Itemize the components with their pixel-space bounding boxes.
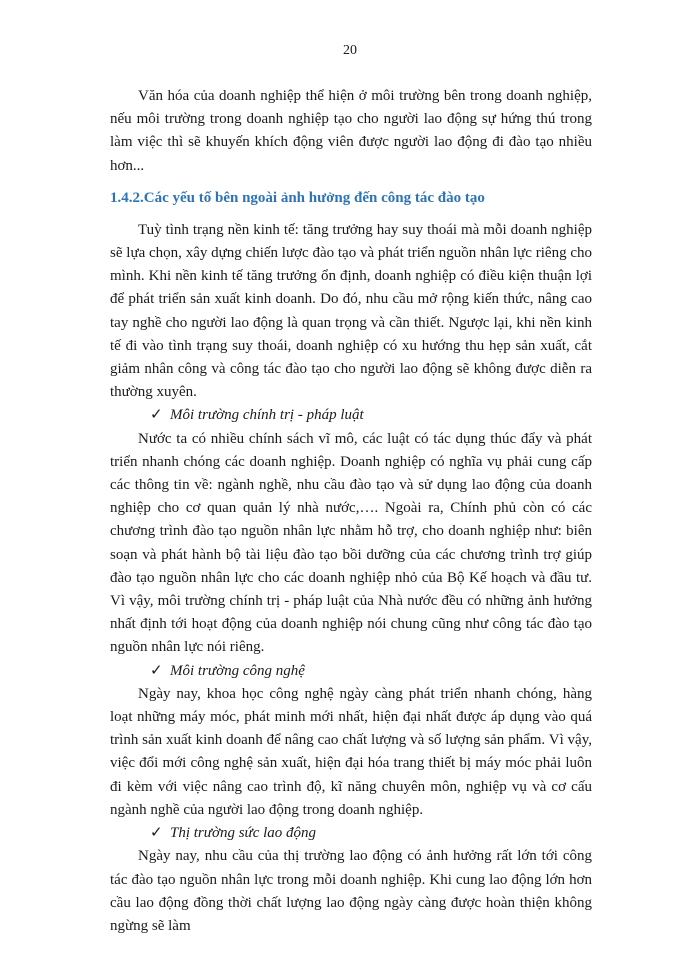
section-heading: 1.4.2.Các yếu tố bên ngoài ảnh hưởng đến công tác đào tạo — [110, 189, 485, 206]
document-body — [110, 85, 592, 938]
intro-paragraph: Văn hóa của doanh nghiệp thể hiện ở môi trường bên trong doanh nghiệp, nếu môi trường trong doanh nghiệp tạo cho người lao động sự hứng thú trong làm việc thì sẽ khuyến khích động viên được người lao động đi đào tạo nhiều hơn... — [110, 88, 592, 174]
labor-market-paragraph: Ngày nay, nhu cầu của thị trường lao động có ảnh hưởng rất lớn tới công tác đào tạo nguồn nhân lực trong mỗi doanh nghiệp. Khi cung lao động lớn hơn cầu lao động đồng thời chất lượng lao động ngày càng được hoàn thiện không ngừng sẽ làm — [110, 848, 592, 934]
checkmark-icon: ✓ — [150, 662, 163, 679]
subsection-title-labor-market — [110, 822, 592, 845]
subsection-title-text: Môi trường công nghệ — [170, 662, 305, 679]
technology-paragraph: Ngày nay, khoa học công nghệ ngày càng phát triển nhanh chóng, hàng loạt những máy móc, phát minh mới nhất, hiện đại nhất được áp dụng vào quá trình sản xuất kinh doanh để nâng cao chất lượng và số lượng sản phẩm. Vì vậy, việc đổi mới công nghệ sản xuất, hiện đại hóa trang thiết bị máy móc phải luôn đi kèm với việc nâng cao trình độ, kĩ năng chuyên môn, nghiệp vụ và cơ cấu ngành nghề của người lao động trong doanh nghiệp. — [110, 685, 592, 818]
politics-paragraph: Nước ta có nhiều chính sách vĩ mô, các luật có tác dụng thúc đẩy và phát triển nhanh chóng các doanh nghiệp. Doanh nghiệp có nghĩa vụ phải cung cấp các thông tin về: ngành nghề, nhu cầu đào tạo và sử dụng lao động của doanh nghiệp cho cơ quan quản lý nhà nước,…. Ngoài ra, Chính phủ còn có các chương trình đào tạo nguồn nhân lực nhằm hỗ trợ, cho doanh nghiệp như: biên soạn và phát hành bộ tài liệu đào tạo bồi dưỡng của các chương trình trợ giúp đào tạo nguồn nhân lực cho các doanh nghiệp nhỏ của Bộ Kế hoạch và đầu tư. Vì vậy, môi trường chính trị - pháp luật của Nhà nước đều có những ảnh hưởng nhất định tới hoạt động của doanh nghiệp nói chung cũng như công tác đào tạo nguồn nhân lực nói riêng. — [110, 430, 592, 656]
economy-paragraph: Tuỳ tình trạng nền kinh tế: tăng trưởng hay suy thoái mà mỗi doanh nghiệp sẽ lựa chọn, xây dựng chiến lược đào tạo và phát triển nguồn nhân lực riêng cho mình. Khi nền kinh tế tăng trưởng ổn định, doanh nghiệp có điều kiện thuận lợi để phát triển sản xuất kinh doanh. Do đó, nhu cầu mở rộng kiến thức, nâng cao tay nghề cho người lao động là quan trọng và cần thiết. Ngược lại, khi nền kinh tế đi vào tình trạng suy thoái, doanh nghiệp có xu hướng thu hẹp sản xuất, cắt giảm nhân công và công tác đào tạo cho người lao động sẽ không được diễn ra thường xuyên. — [110, 221, 592, 401]
checkmark-icon: ✓ — [150, 825, 163, 842]
subsection-title-politics — [110, 404, 592, 427]
checkmark-icon: ✓ — [150, 407, 163, 424]
subsection-title-text: Thị trường sức lao động — [170, 825, 317, 842]
subsection-title-text: Môi trường chính trị - pháp luật — [170, 407, 364, 424]
subsection-title-technology — [110, 660, 592, 683]
page-number: 20 — [343, 43, 357, 58]
